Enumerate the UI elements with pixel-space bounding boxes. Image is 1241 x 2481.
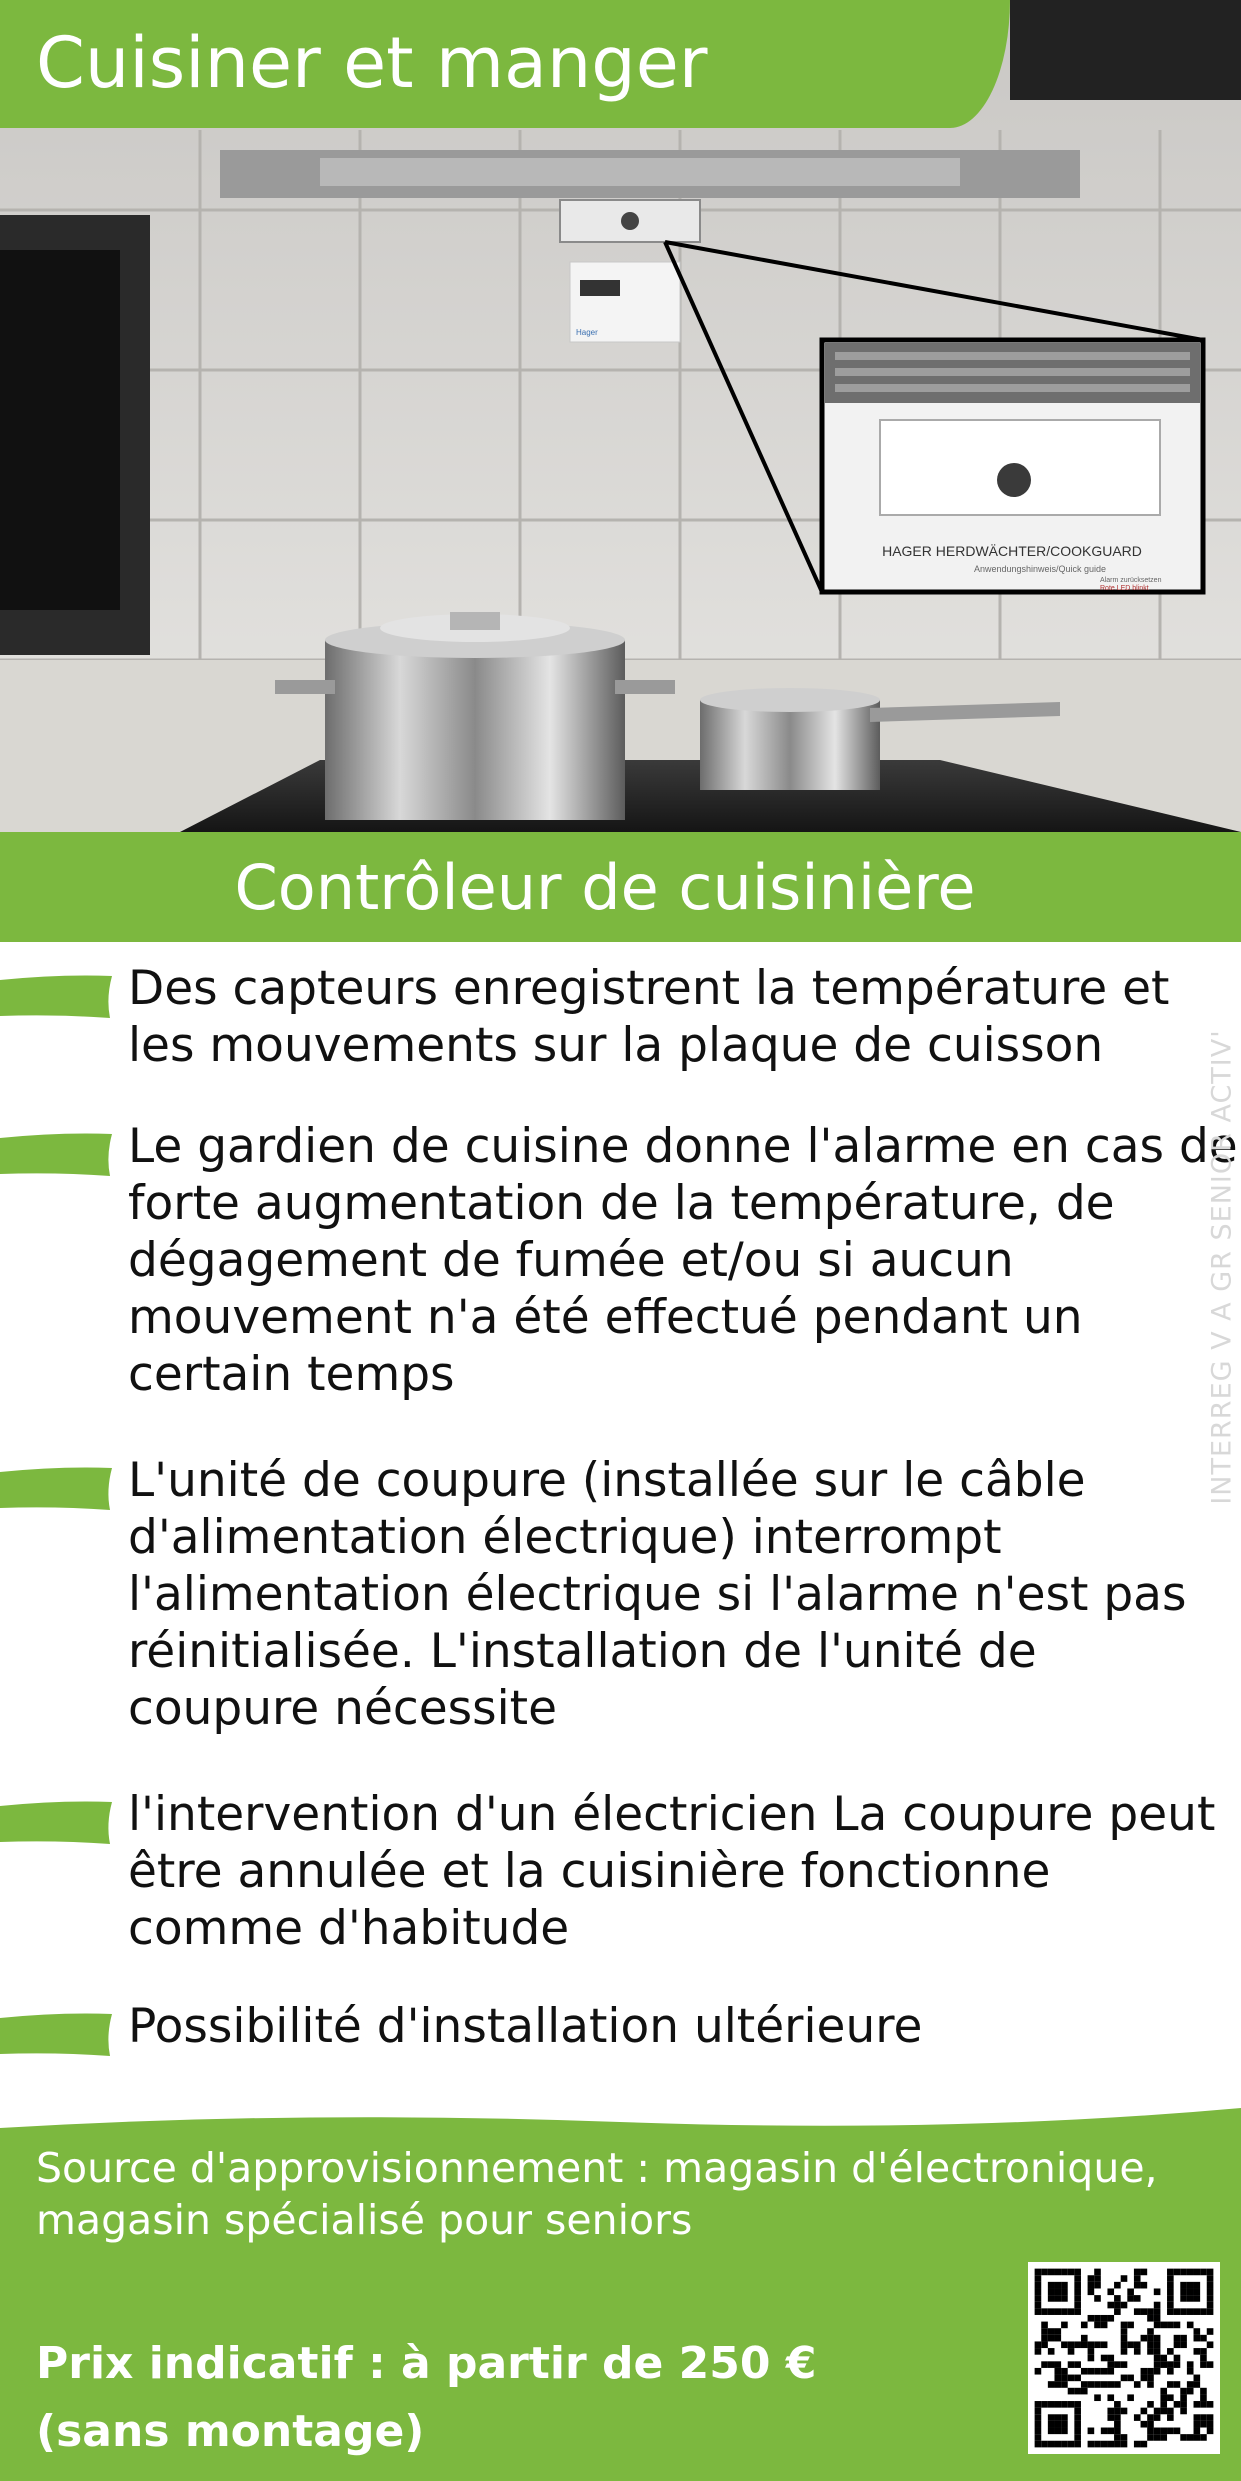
inset-note-1: Alarm zurücksetzen xyxy=(1100,577,1162,584)
price-note: (sans montage) xyxy=(36,2406,425,2457)
sticker-text: Hager xyxy=(576,328,598,337)
bullet-text: L'unité de coupure (installée sur le câble d'alimentation électrique) interrompt l'alimentation électrique si l'alarme n'est pas réinitialisée. L'installation de l'unité de coupure nécessite xyxy=(128,1453,1187,1736)
inset-sublabel: Anwendungshinweis/Quick guide xyxy=(973,564,1107,574)
bullet-text: Des capteurs enregistrent la température et les mouvements sur la plaque de cuisson xyxy=(128,961,1170,1073)
green-tab-icon xyxy=(0,1466,112,1512)
inset-label: HAGER HERDWÄCHTER/COOKGUARD xyxy=(882,543,1142,559)
bullet-text: l'intervention d'un électricien La coupure peut être annulée et la cuisinière fonctionne comme d'habitude xyxy=(128,1787,1216,1956)
qr-code-icon[interactable] xyxy=(1028,2262,1220,2454)
source-text: Source d'approvisionnement : magasin d'électronique, magasin spécialisé pour seniors xyxy=(36,2144,1158,2244)
watermark-text: INTERREG V A GR SENIOR ACTIV' xyxy=(1206,1029,1238,1505)
green-tab-icon xyxy=(0,974,112,1020)
bullet-text: Possibilité d'installation ultérieure xyxy=(128,1999,923,2054)
price-line: Prix indicatif : à partir de 250 € xyxy=(36,2338,817,2389)
page-title: Cuisiner et manger xyxy=(36,22,708,104)
bullet-text: Le gardien de cuisine donne l'alarme en cas de forte augmentation de la température, de dégagement de fumée et/ou si aucun mouvement n'a été effectué pendant un certain temps xyxy=(128,1119,1238,1402)
inset-note-2: Rote LED blinkt xyxy=(1100,585,1149,592)
qr-code-graphic xyxy=(1028,2262,1220,2454)
section-title: Contrôleur de cuisinière xyxy=(234,851,976,924)
green-tab-icon xyxy=(0,1800,112,1846)
green-tab-icon xyxy=(0,1132,112,1178)
price-block xyxy=(36,2330,936,2466)
green-tab-icon xyxy=(0,2012,112,2058)
